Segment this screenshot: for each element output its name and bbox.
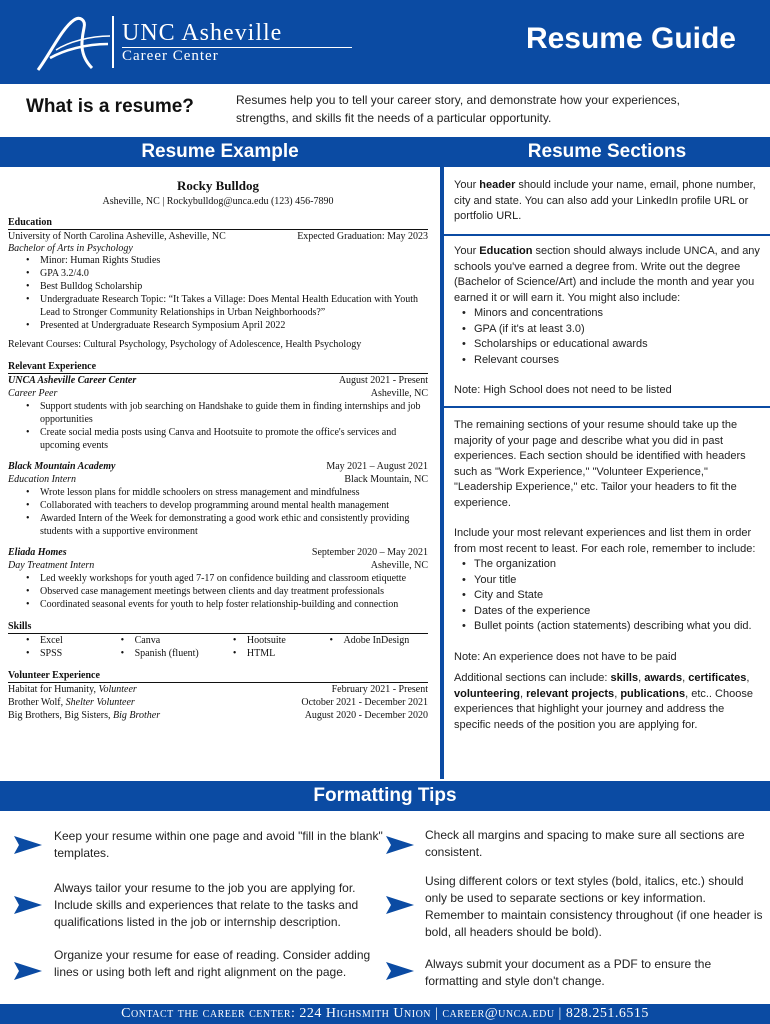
list-item: • Presented at Undergraduate Research Symposium April 2022 (26, 319, 428, 332)
experience-tip-list (454, 557, 760, 635)
job-org: Black Mountain Academy (8, 461, 116, 472)
logo-divider (112, 16, 114, 68)
resume-skills (8, 634, 428, 660)
education-tip (444, 244, 770, 399)
experience-tip-text: The remaining sections of your resume should take up the majority of your page and describe what you did in past experiences. Each section should be identified with headers such as "Work Experience," "Volunteer Experience," "Leadership Experience," etc. Tailor your headers to fit the experience. (454, 419, 746, 509)
resume-job (8, 460, 428, 538)
volunteer-date: February 2021 - Present (331, 684, 428, 695)
list-item: • Coordinated seasonal events for youth to help foster relationship-building and connection (26, 598, 428, 611)
pennant-arrow-icon (14, 896, 42, 914)
list-item: • Your title (462, 573, 760, 589)
volunteer-role: Volunteer (98, 684, 137, 695)
list-item: • GPA (if it's at least 3.0) (462, 322, 760, 338)
list-item: • Minor: Human Rights Studies (26, 254, 428, 267)
education-tip-keyword: Education (479, 245, 533, 257)
experience-tip (444, 418, 770, 733)
skill-item: • Spanish (fluent) (121, 647, 233, 660)
volunteer-row (8, 696, 428, 709)
header-tip-text: Your (454, 179, 480, 191)
education-tip-list (454, 306, 760, 368)
volunteer-date: August 2020 - December 2020 (304, 710, 428, 721)
keyword: skills (610, 672, 639, 684)
keyword: publications (620, 687, 686, 700)
header-banner (0, 0, 770, 84)
job-date: August 2021 - Present (338, 375, 428, 386)
unca-logo-icon (34, 14, 112, 72)
resume-degree: Bachelor of Arts in Psychology (8, 243, 133, 254)
resume-school: University of North Carolina Asheville, Asheville, NC (8, 231, 226, 242)
keyword: awards (644, 672, 683, 684)
education-tip-text: Your (454, 245, 480, 257)
skill-item: • Adobe InDesign (329, 634, 428, 647)
org-name: UNC Asheville (122, 20, 283, 46)
volunteer-date: October 2021 - December 2021 (301, 697, 428, 708)
tip-item: Check all margins and spacing to make sure all sections are consistent. (425, 828, 745, 859)
list-item: • Awarded Intern of the Week for demonstrating a good work ethic and consistently providing students with a supportive environment (26, 512, 428, 538)
resume-section-volunteer: Volunteer Experience (8, 670, 428, 683)
keyword: certificates (688, 672, 747, 684)
experience-note: Note: An experience does not have to be paid (454, 650, 677, 663)
intro-heading: What is a resume? (26, 96, 194, 117)
resume-name: Rocky Bulldog (177, 178, 259, 193)
additional-tip-text: , etc.. Choose experiences that highlight your journey and address the specific needs of the position you are applying for. (454, 687, 753, 731)
keyword: volunteering (454, 687, 521, 700)
job-org: UNCA Asheville Career Center (8, 375, 137, 386)
job-location: Asheville, NC (370, 560, 428, 571)
formatting-tips-heading: Formatting Tips (0, 781, 770, 811)
tip-item: Always submit your document as a PDF to ensure the formatting and style don't change. (425, 957, 712, 988)
experience-tip-text: Include your most relevant experiences and list them in order from most recent to least. For each role, remember to include: (454, 527, 756, 555)
list-item: • Undergraduate Research Topic: “It Takes a Village: Does Mental Health Education with Youth Lead to Stronger Community Relationships in Urban Neighborhoods?” (26, 293, 428, 319)
volunteer-org: Brother Wolf, (8, 697, 64, 708)
keyword: relevant projects (526, 687, 615, 700)
header-tip-text: should include your name, email, phone number, city and state. You can also add your LinkedIn profile URL or portfolio URL. (454, 179, 756, 222)
section-separator (444, 234, 770, 236)
resume-education-row (8, 230, 428, 243)
tip-item: Keep your resume within one page and avoid "fill in the blank" templates. (54, 829, 383, 860)
resume-contact: Asheville, NC | Rockybulldog@unca.edu (123) 456-7890 (102, 196, 334, 207)
header-tip-keyword: header (479, 179, 516, 191)
education-tip-text: section should always include UNCA, and any schools you've earned a degree from. Write out the degree (Bachelor of Science/Art) and include the month and year you earned it or will earn it. You might also include: (454, 245, 760, 304)
job-date: September 2020 – May 2021 (311, 547, 428, 558)
list-item: • Create social media posts using Canva and Hootsuite to promote the office's services and upcoming events (26, 426, 428, 452)
resume-section-experience: Relevant Experience (8, 361, 428, 374)
list-item: • Wrote lesson plans for middle schoolers on stress management and mindfulness (26, 486, 428, 499)
resume-sections-heading: Resume Sections (444, 137, 770, 167)
list-item: • Relevant courses (462, 353, 760, 369)
list-item: • The organization (462, 557, 760, 573)
volunteer-role: Shelter Volunteer (65, 697, 135, 708)
resume-example-heading: Resume Example (0, 137, 440, 167)
pennant-arrow-icon (386, 962, 414, 980)
unca-logo (34, 14, 334, 74)
education-note: Note: High School does not need to be listed (454, 384, 672, 396)
list-item: • City and State (462, 588, 760, 604)
resume-courses: Relevant Courses: Cultural Psychology, Psychology of Adolescence, Health Psychology (8, 339, 362, 350)
list-item: • Observed case management meetings between clients and day treatment professionals (26, 585, 428, 598)
section-separator (444, 406, 770, 408)
resume-section-education: Education (8, 217, 428, 230)
resume-job (8, 546, 428, 611)
contact-footer: Contact the career center: 224 Highsmith Union | career@unca.edu | 828.251.6515 (0, 1004, 770, 1024)
pennant-arrow-icon (14, 836, 42, 854)
volunteer-org: Habitat for Humanity, (8, 684, 96, 695)
tip-item: Using different colors or text styles (bold, italics, etc.) should only be used to separate sections or key information. Remember to maintain consistency throughout (if one header is bold, all headers should be bold). (425, 874, 763, 939)
pennant-arrow-icon (386, 836, 414, 854)
skill-item: • HTML (233, 647, 330, 660)
skill-item: • Excel (26, 634, 121, 647)
skill-item: • Hootsuite (233, 634, 330, 647)
list-item: • Collaborated with teachers to develop programming around mental health management (26, 499, 428, 512)
volunteer-row (8, 709, 428, 722)
job-date: May 2021 – August 2021 (326, 461, 428, 472)
resume-job (8, 374, 428, 452)
list-item: • Best Bulldog Scholarship (26, 280, 428, 293)
resume-example (8, 178, 428, 722)
list-item: • Bullet points (action statements) describing what you did. (462, 619, 760, 635)
list-item: • GPA 3.2/4.0 (26, 267, 428, 280)
job-org: Eliada Homes (8, 547, 67, 558)
resume-education-list (8, 254, 428, 332)
resume-section-skills: Skills (8, 621, 428, 634)
intro-text: Resumes help you to tell your career story, and demonstrate how your experiences, strengths, and skills fit the needs of a particular opportunity. (236, 93, 680, 125)
tip-item: Always tailor your resume to the job you are applying for. Include skills and experiences that relate to the tasks and qualifications listed in the job or internship description. (54, 881, 359, 929)
resume-grad-date: Expected Graduation: May 2023 (297, 231, 428, 242)
job-role: Education Intern (8, 474, 77, 485)
pennant-arrow-icon (386, 896, 414, 914)
additional-tip-text: Additional sections can include: (454, 672, 611, 684)
job-location: Black Mountain, NC (344, 474, 428, 485)
pennant-arrow-icon (14, 962, 42, 980)
list-item: • Led weekly workshops for youth aged 7-17 on confidence building and classroom etiquette (26, 572, 428, 585)
volunteer-role: Big Brother (113, 710, 161, 721)
page-title: Resume Guide (525, 22, 736, 55)
header-tip (444, 178, 770, 225)
job-location: Asheville, NC (370, 388, 428, 399)
list-item: • Scholarships or educational awards (462, 337, 760, 353)
list-item: • Minors and concentrations (462, 306, 760, 322)
list-item: • Dates of the experience (462, 604, 760, 620)
job-role: Career Peer (8, 388, 58, 399)
org-subname: Career Center (122, 48, 219, 64)
volunteer-row (8, 683, 428, 696)
list-item: • Support students with job searching on Handshake to guide them in finding internships and job opportunities (26, 400, 428, 426)
additional-sections-tip: Additional sections can include: skills, awards, certificates, volunteering, relevant projects, publications, etc.. Choose experiences that highlight your journey and address the specific needs of the position you are applying for. (454, 672, 753, 731)
job-role: Day Treatment Intern (8, 560, 95, 571)
skill-item: • Canva (121, 634, 233, 647)
volunteer-org: Big Brothers, Big Sisters, (8, 710, 111, 721)
tip-item: Organize your resume for ease of reading. Consider adding lines or using both left and right alignment on the page. (54, 948, 371, 979)
skill-item: • SPSS (26, 647, 121, 660)
